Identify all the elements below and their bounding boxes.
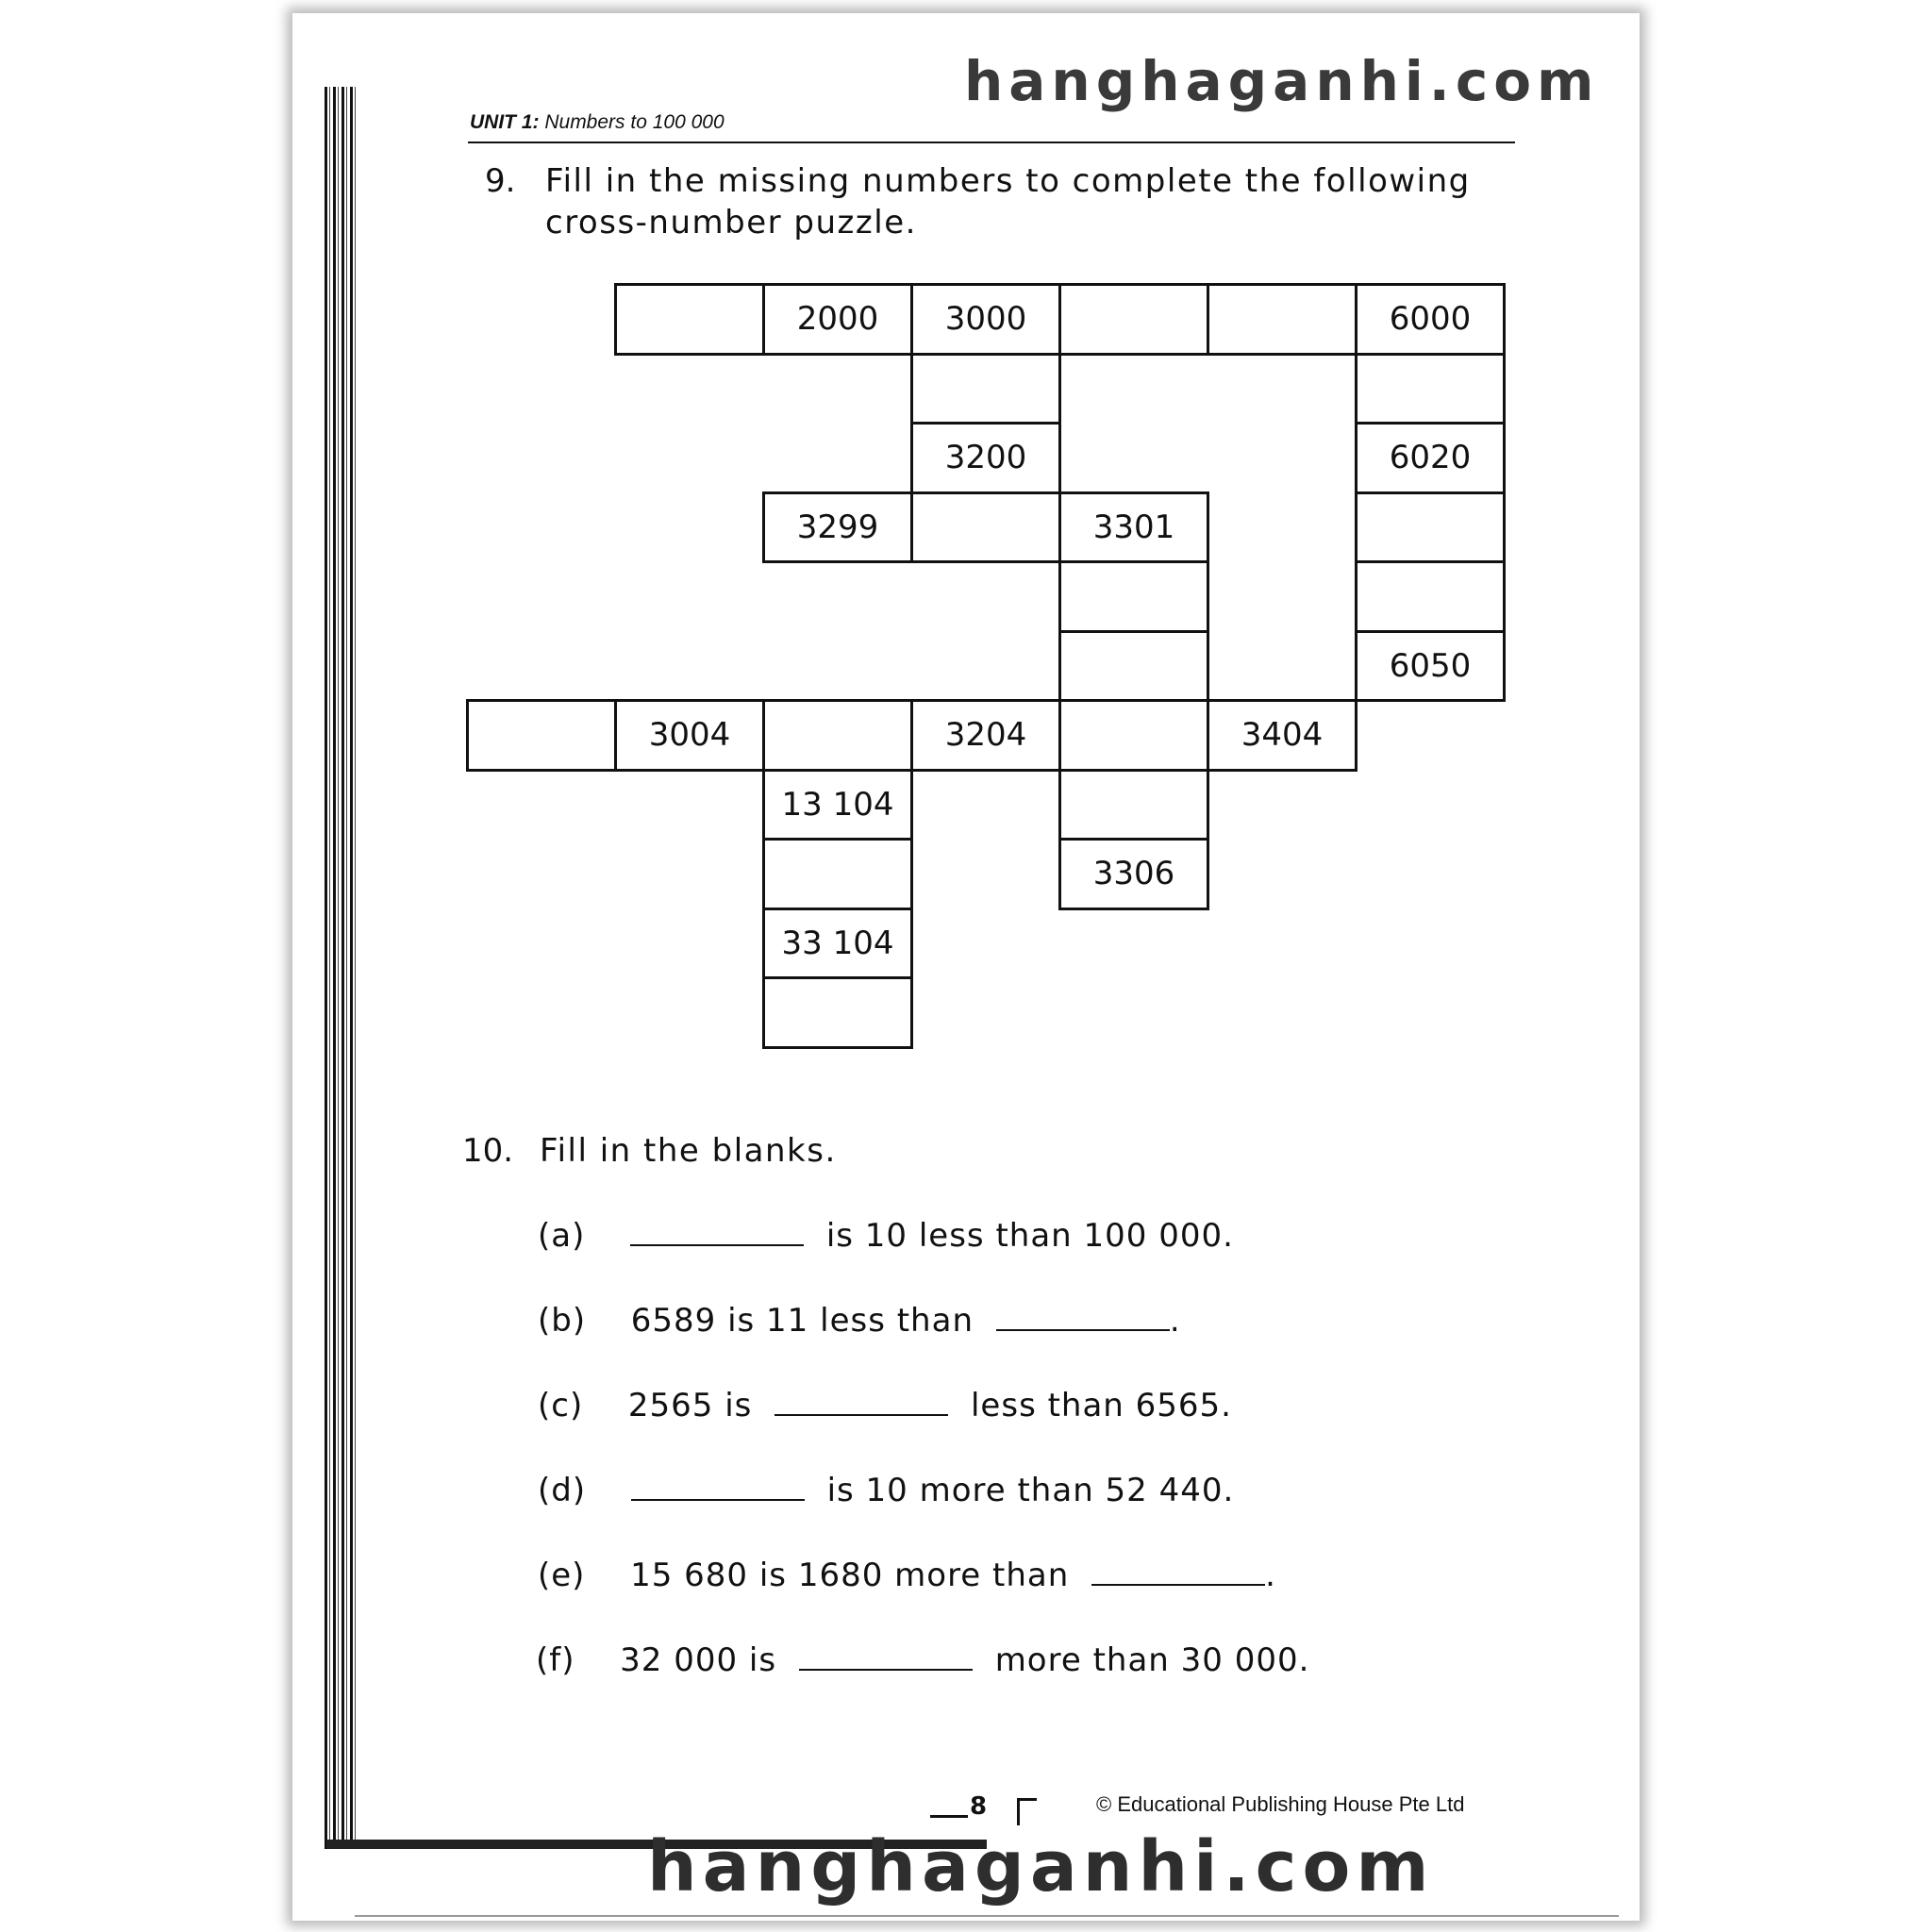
puzzle-cell-blank[interactable]	[910, 491, 1061, 564]
puzzle-cell-given: 3004	[614, 699, 765, 772]
puzzle-cell-blank[interactable]	[614, 283, 765, 356]
item-label: (f)	[536, 1641, 575, 1679]
puzzle-cell-given: 3200	[910, 422, 1061, 494]
item-label: (b)	[538, 1302, 587, 1340]
copyright-text: © Educational Publishing House Pte Ltd	[1096, 1792, 1465, 1816]
puzzle-cell-given: 3404	[1207, 699, 1357, 772]
item-before: 32 000 is	[620, 1641, 777, 1679]
puzzle-cell-given: 6020	[1355, 422, 1506, 494]
item-after: is 10 more than 52 440.	[826, 1472, 1235, 1509]
answer-blank-b[interactable]	[996, 1303, 1170, 1331]
blank-item-a	[538, 1217, 1234, 1255]
item-label: (a)	[538, 1217, 586, 1255]
item-after: .	[1265, 1557, 1276, 1594]
question-9-line-1: Fill in the missing numbers to complete the following	[545, 162, 1471, 200]
watermark-bottom: hanghaganhi.com	[647, 1826, 1435, 1907]
bottom-rule	[355, 1915, 1619, 1917]
puzzle-cell-blank[interactable]	[1058, 699, 1209, 772]
puzzle-cell-blank[interactable]	[466, 699, 617, 772]
unit-header	[470, 111, 724, 134]
unit-title: Numbers to 100 000	[544, 111, 724, 133]
answer-blank-f[interactable]	[799, 1642, 973, 1671]
puzzle-cell-given: 3301	[1058, 491, 1209, 564]
question-10-number: 10.	[462, 1132, 514, 1170]
puzzle-cell-blank[interactable]	[1355, 353, 1506, 425]
question-10-title: Fill in the blanks.	[540, 1132, 837, 1170]
puzzle-cell-blank[interactable]	[762, 699, 913, 772]
puzzle-cell-given: 6050	[1355, 630, 1506, 703]
blank-item-f	[536, 1641, 1309, 1679]
footer-page-mark	[930, 1798, 968, 1818]
question-9-number: 9.	[485, 162, 516, 200]
answer-blank-d[interactable]	[631, 1473, 805, 1501]
puzzle-cell-blank[interactable]	[1355, 560, 1506, 633]
puzzle-cell-blank[interactable]	[762, 976, 913, 1049]
page-number: 8	[970, 1792, 988, 1821]
answer-blank-a[interactable]	[630, 1218, 804, 1246]
item-after: is 10 less than 100 000.	[825, 1217, 1234, 1255]
puzzle-cell-given: 3306	[1058, 838, 1209, 910]
item-before: 2565 is	[627, 1387, 753, 1424]
puzzle-cell-given: 3204	[910, 699, 1061, 772]
header-rule	[468, 142, 1515, 143]
puzzle-cell-given: 13 104	[762, 769, 913, 841]
puzzle-cell-given: 33 104	[762, 908, 913, 980]
puzzle-cell-blank[interactable]	[1207, 283, 1357, 356]
puzzle-cell-blank[interactable]	[1058, 630, 1209, 703]
item-after: more than 30 000.	[994, 1641, 1310, 1679]
puzzle-cell-given: 6000	[1355, 283, 1506, 356]
item-before: 6589 is 11 less than	[630, 1302, 974, 1340]
blank-item-c	[538, 1387, 1232, 1424]
blank-item-d	[538, 1472, 1234, 1509]
puzzle-cell-blank[interactable]	[1058, 283, 1209, 356]
item-after: less than 6565.	[970, 1387, 1232, 1424]
item-label: (d)	[538, 1472, 587, 1509]
puzzle-cell-blank[interactable]	[762, 838, 913, 910]
puzzle-cell-given: 2000	[762, 283, 913, 356]
book-binding-edge	[325, 87, 358, 1849]
puzzle-cell-blank[interactable]	[910, 353, 1061, 425]
answer-blank-c[interactable]	[774, 1388, 948, 1416]
question-9-line-2: cross-number puzzle.	[545, 204, 917, 242]
item-before: 15 680 is 1680 more than	[630, 1557, 1070, 1594]
item-label: (c)	[538, 1387, 584, 1424]
footer-bracket	[1017, 1798, 1037, 1825]
blank-item-e	[538, 1557, 1276, 1594]
unit-label: UNIT 1:	[470, 111, 540, 133]
puzzle-cell-blank[interactable]	[1355, 491, 1506, 564]
answer-blank-e[interactable]	[1091, 1557, 1265, 1586]
puzzle-cell-given: 3299	[762, 491, 913, 564]
puzzle-cell-given: 3000	[910, 283, 1061, 356]
puzzle-cell-blank[interactable]	[1058, 560, 1209, 633]
puzzle-cell-blank[interactable]	[1058, 769, 1209, 841]
watermark-top: hanghaganhi.com	[964, 49, 1600, 113]
blank-item-b	[538, 1302, 1181, 1340]
item-after: .	[1169, 1302, 1181, 1340]
item-label: (e)	[538, 1557, 586, 1594]
